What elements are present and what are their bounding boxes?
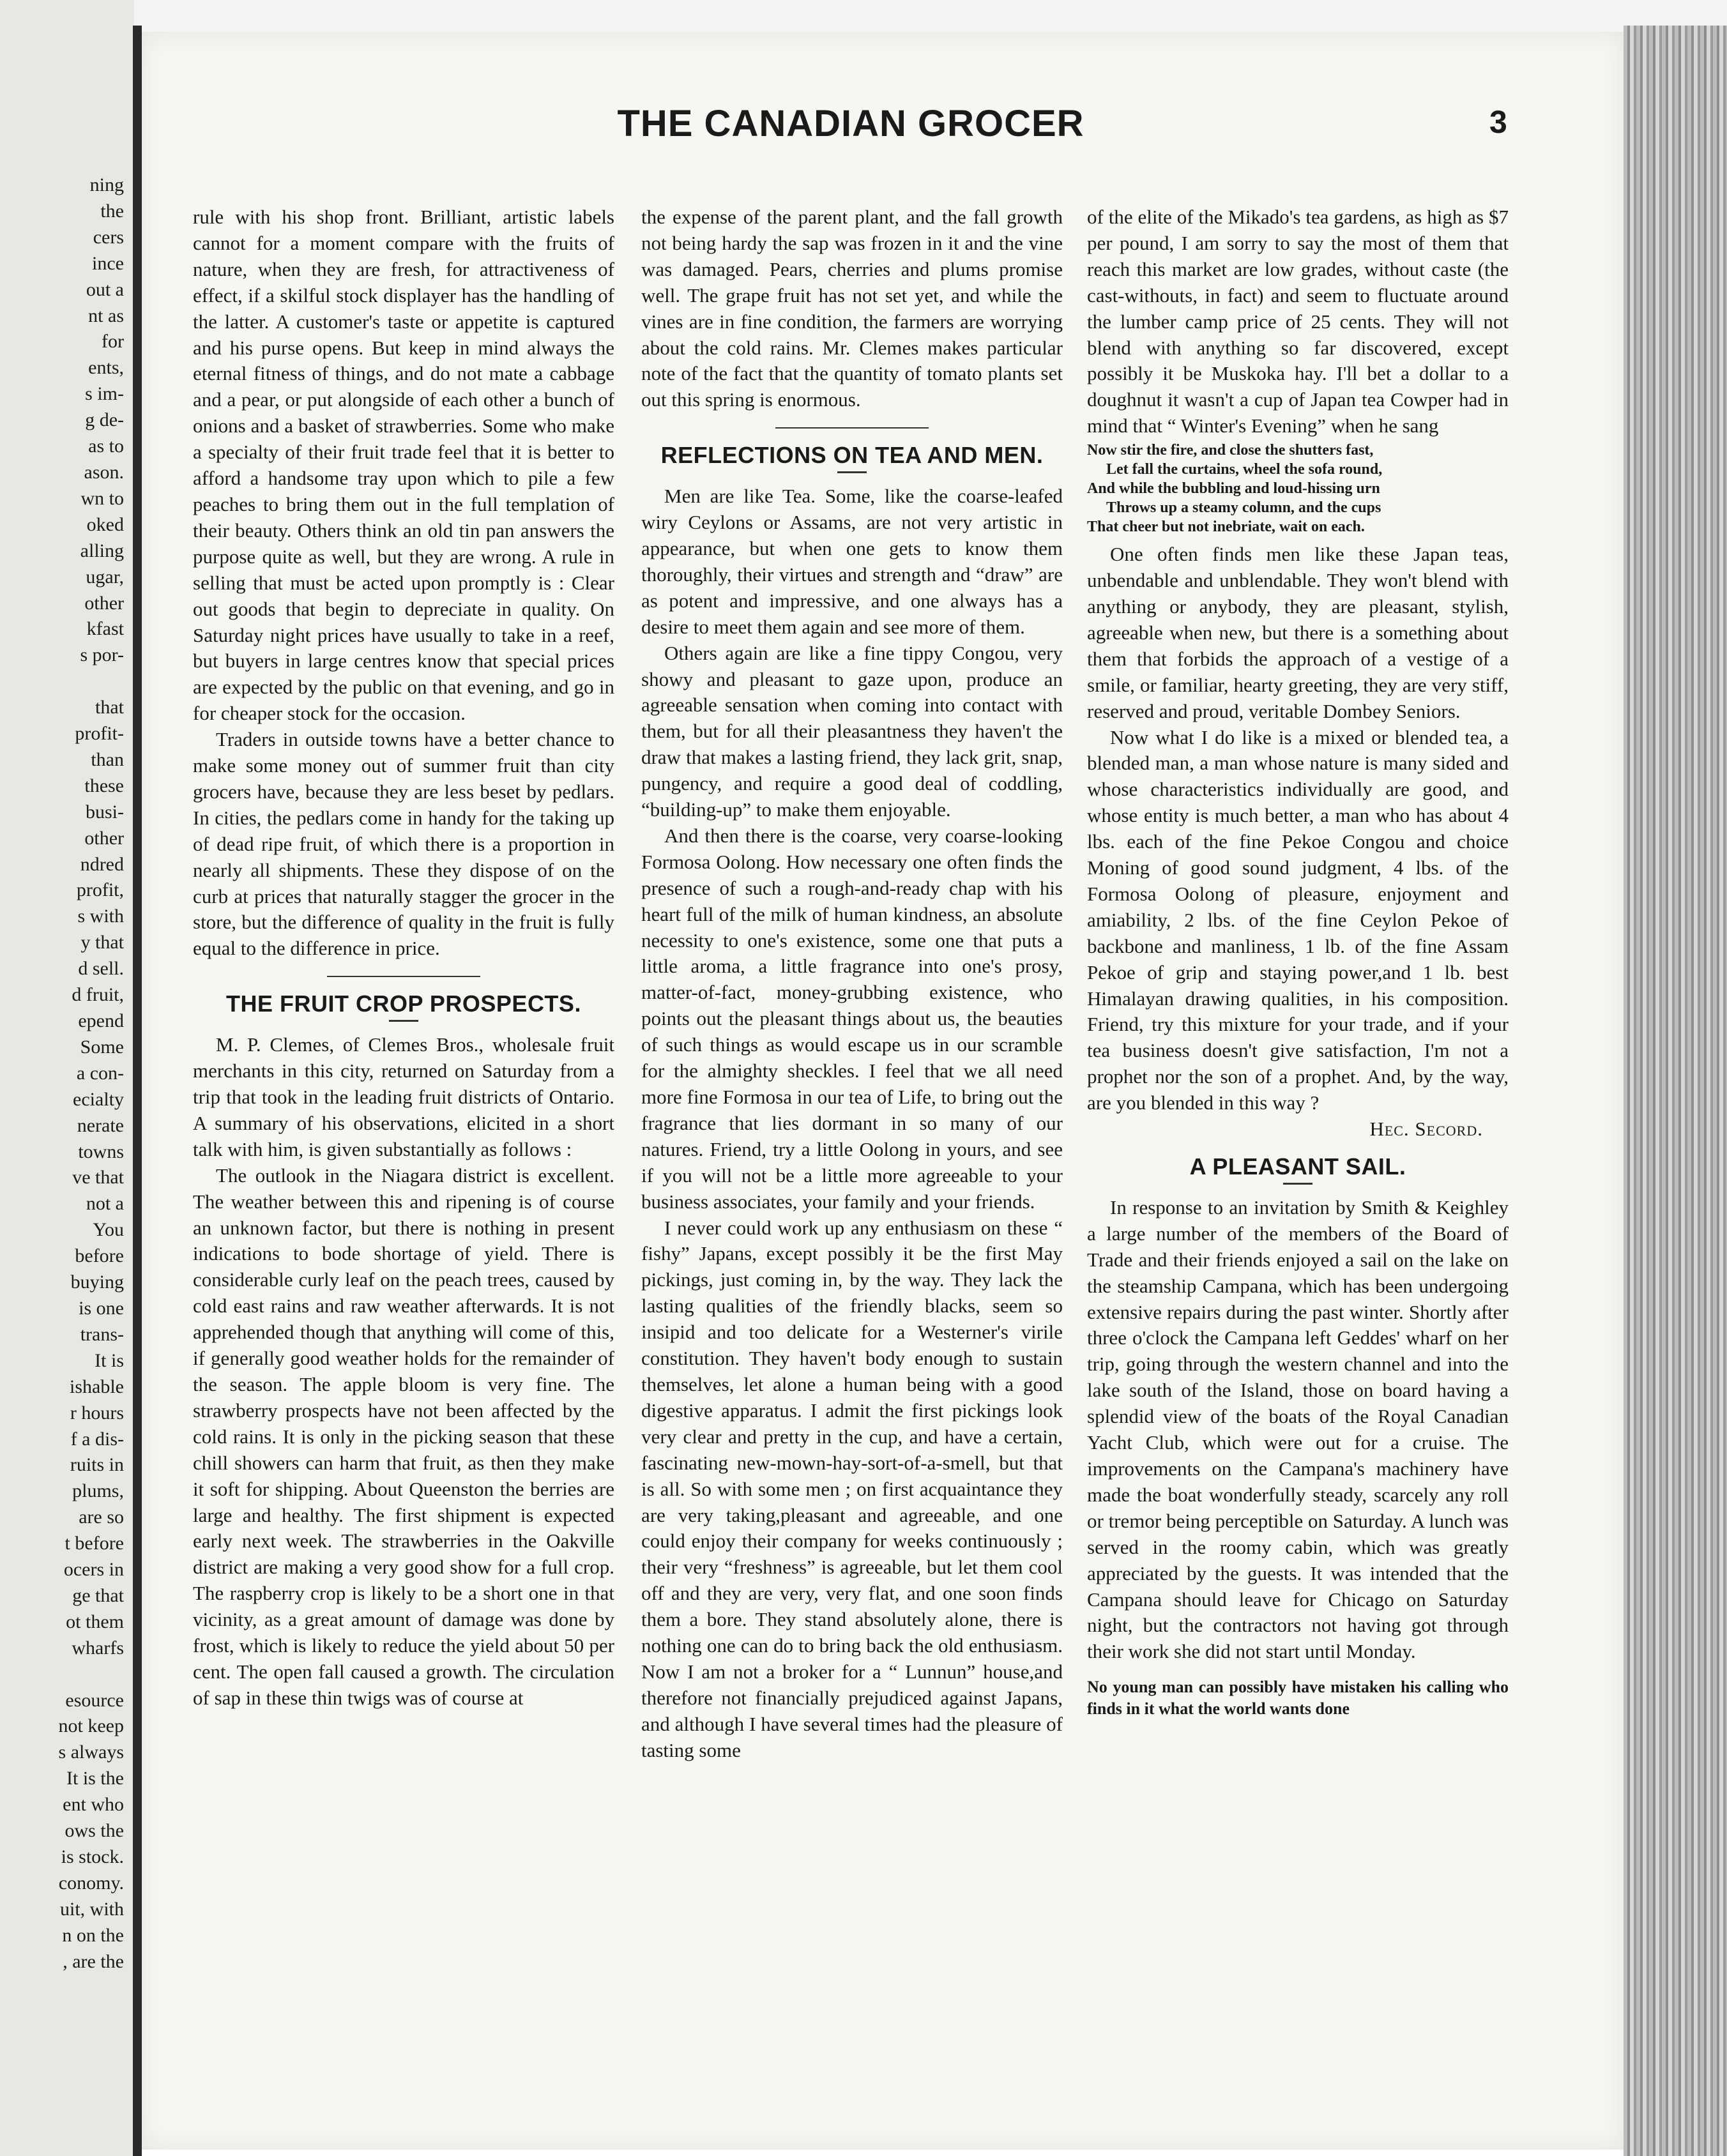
article-paragraph: In response to an invitation by Smith & Keighley a large number of the members of the Board of Trade and their friends enjoyed a sail on the lake on the steamship Campana, which has been undergoing extensive repairs during the past winter. Shortly after three o'clock the Campana left Geddes' wharf on her trip, going through the western channel and into the lake south of the Island, those on board having a splendid view of the boats of the Royal Canadian Yacht Club, which were out for a cruise. The improvements on the Campana's machinery have made the boat wonderfully steady, scarcely any roll or tremor being perceptible on Saturday. A lunch was served in the roomy cabin, which was greatly appreciated by the guests. It was intended that the Campana should leave for Chicago on Saturday night, but the contractors not having got through their work she did not start until Monday.	[1087, 1196, 1509, 1663]
poem-line: That cheer but not inebriate, wait on each.	[1087, 519, 1365, 536]
left-page-fragment-line: g de-	[85, 409, 124, 431]
left-page-fragment-line: ot them	[66, 1611, 124, 1632]
left-page-fragment-line: s with	[77, 906, 124, 927]
page-number: 3	[1489, 104, 1507, 140]
poem-line: Throws up a steamy column, and the cups	[1106, 499, 1381, 517]
section-divider	[775, 427, 929, 429]
left-page-fragment-line: busi-	[86, 801, 124, 823]
left-page-fragment-line: than	[91, 748, 124, 770]
heading-dash	[837, 471, 867, 473]
article-paragraph: I never could work up any enthusiasm on these “ fishy” Japans, except possibly it be the first May pickings, just coming in, by the way. They lack the lasting qualities of the friendly blacks, seem so insipid and too delicate for a Westerner's virile constitution. They haven't body enough to sustain themselves, let alone a human being with a good digestive apparatus. I admit the first pickings look very clear and pretty in the cup, and have a certain, fascinating new-mown-hay-sort-of-a-smell, but that is all. So with some men ; on first acquaintance they are very taking,pleasant and agreeable, and one could enjoy their company for weeks continuously ; their very “freshness” is agreeable, but let them cool off and they are very, very flat, and one soon finds them a bore. They stand absolutely alone, there is nothing one can do to bring back the old enthusiasm. Now I am not a broker for a “ Lunnun” house,and therefore not financially prejudiced against Japans, and although I have several times had the pleasure of tasting some	[641, 1216, 1063, 1761]
left-page-fragment-line: Some	[80, 1036, 124, 1058]
left-page-fragment-line: kfast	[86, 618, 124, 640]
left-page-fragment-line: plums,	[72, 1480, 124, 1502]
article-paragraph: of the elite of the Mikado's tea gardens, as high as $7 per pound, I am sorry to say the most of them that reach this market are low grades, without caste (the cast-withouts, in fact) and seem to fluctuate around the lumber camp price of 25 cents. They will not blend with anything so far discovered, except possibly it be Muskoka hay. I'll bet a dollar to a doughnut it wasn't a cup of Japan tea Cowper had in mind that “ Winter's Evening” when he sang	[1087, 206, 1509, 437]
left-page-fragment-line: trans-	[80, 1323, 124, 1345]
left-page-fragment-line: is one	[79, 1297, 124, 1319]
left-page-fragment-line: other	[84, 827, 124, 849]
binding-gutter	[133, 26, 142, 2156]
article-paragraph: Men are like Tea. Some, like the coarse-leafed wiry Ceylons or Assams, are not very artistic in appearance, but when one gets to know them thoroughly, their virtues and strength and “draw” are as potent and impressive, and one always has a desire to meet them again and see more of them.	[641, 485, 1063, 638]
left-page-fragment-line: is stock.	[61, 1846, 124, 1867]
filler-note: No young man can possibly have mistaken his calling who finds in it what the world wants done	[1087, 1678, 1509, 1719]
left-page-fragment-line: y that	[80, 932, 124, 953]
left-page-text	[3, 172, 124, 1975]
left-page-fragment-line: n on the	[62, 1924, 124, 1946]
left-page-fragment-line: ndred	[80, 853, 124, 875]
left-page-fragment-line: f a dis-	[70, 1428, 124, 1450]
left-page-fragment-line: You	[93, 1219, 124, 1241]
left-page-fragment-line: alling	[80, 540, 124, 561]
left-page-fragment-line: as to	[88, 436, 124, 457]
page-title: THE CANADIAN GROCER	[617, 103, 1084, 144]
left-page-fragment-line: these	[84, 775, 124, 796]
left-page-fragment-line: wn to	[80, 487, 124, 509]
left-page-fragment-line: t before	[65, 1533, 124, 1554]
left-page-fragment-line: ve that	[72, 1167, 124, 1188]
article-paragraph: Now what I do like is a mixed or blended tea, a blended man, a man whose nature is many sided and whose characteristics individually are good, and whose entity is much better, a man who has about 4 lbs. each of the fine Pekoe Congou and choice Moning of good sound judgment, 4 lbs. of the Formosa Oolong of pleasure, enjoyment and amiability, 2 lbs. of the fine Ceylon Pekoe of backbone and manliness, 1 lb. of the fine Assam Pekoe of grip and staying power,and 1 lb. best Himalayan drawing qualities, in his composition. Friend, try this mixture for your trade, and if your tea business doesn't give satisfaction, I'm not a prophet nor the son of a prophet. And, by the way, are you blended in this way ?	[1087, 725, 1509, 1114]
left-page-fragment-line: conomy.	[58, 1872, 124, 1894]
article-heading-tea-and-men: REFLECTIONS ON TEA AND MEN.	[660, 442, 1044, 469]
left-page-fragment-line: s im-	[85, 383, 124, 405]
left-page-fragment	[0, 0, 134, 2156]
article-heading-pleasant-sail: A PLEASANT SAIL.	[1189, 1153, 1406, 1180]
left-page-fragment-line: nerate	[77, 1114, 124, 1136]
left-page-fragment-line: epend	[78, 1010, 124, 1031]
left-page-fragment-line: r hours	[70, 1402, 124, 1423]
left-page-fragment-line: a con-	[76, 1062, 124, 1084]
left-page-fragment-line	[3, 669, 124, 695]
author-signature: Hec. Secord.	[1369, 1118, 1483, 1141]
poem-line: Now stir the fire, and close the shutters fast,	[1087, 442, 1374, 459]
article-paragraph: Traders in outside towns have a better chance to make some money out of summer fruit than city grocers have, because they are less beset by pedlars. In cities, the pedlars come in handy for the taking up of dead ripe fruit, of which there is a proportion in nearly all shipments. These they dispose of on the curb at prices that naturally stagger the grocer in the store, but the difference of quality in the fruit is fully equal to the difference in price.	[193, 728, 614, 960]
left-page-fragment-line: ruits in	[70, 1454, 124, 1476]
column-2	[641, 204, 1063, 1764]
left-page-fragment-line: ent who	[63, 1794, 124, 1816]
left-page-fragment-line: ows the	[65, 1820, 124, 1842]
left-page-fragment-line: for	[102, 331, 124, 353]
left-page-fragment-line: ocers in	[63, 1559, 124, 1581]
article-heading-fruit-crop: THE FRUIT CROP PROSPECTS.	[226, 991, 581, 1017]
article-paragraph: And then there is the coarse, very coarse-looking Formosa Oolong. How necessary one often finds the presence of such a rough-and-ready chap with his heart full of the milk of human kindness, an absolute necessity to one's existence, some one that puts a little aroma, a little fragrance into one's prosy, matter-of-fact, money-grubbing existence, who points out the pleasant things about us, the beauties of such things as would escape us in our scramble for the almighty sheckles. I feel that we all need more fine Formosa in our tea of Life, to bring out the fragrance that lies dormant in so many of our natures. Friend, try a little Oolong in yours, and see if you will not be a little more agreeable to your business associates, your family and your friends.	[641, 824, 1063, 1213]
left-page-fragment-line: ning	[89, 174, 124, 195]
article-paragraph: The outlook in the Niagara district is excellent. The weather between this and ripening is of course an unknown factor, but there is nothing in present indications to bode shortage of yield. There is considerable curly leaf on the peach trees, caused by cold east rains and raw weather afterwards. It is not apprehended though that anything will come of this, if generally good weather holds for the remainder of the season. The apple bloom is very fine. The strawberry prospects have not been affected by the cold rains. It is only in the picking season that these chill showers can harm that fruit, as then they make it soft for shipping. About Queenston the berries are large and healthy. The first shipment is expected early next week. The strawberries in the Oakville district are making a very good show for a full crop. The raspberry crop is likely to be a short one in that vicinity, as a great amount of damage was done by frost, which is likely to reduce the yield about 50 per cent. The open fall caused a growth. The circulation of sap in these thin twigs was of course at	[193, 1164, 614, 1709]
section-divider	[327, 976, 480, 977]
heading-dash	[389, 1020, 418, 1022]
left-page-fragment-line: not keep	[58, 1715, 124, 1737]
left-page-fragment-line: s always	[58, 1742, 124, 1763]
left-page-fragment-line: ishable	[70, 1376, 124, 1397]
article-paragraph: rule with his shop front. Brilliant, artistic labels cannot for a moment compare with the fruits of nature, when they are fresh, for attractiveness of effect, if a skilful stock displayer has the handling of the latter. A customer's taste or appetite is captured and his purse opens. But keep in mind always the eternal fitness of things, and do not mate a cabbage and a pear, or put alongside of each other a bunch of onions and a basket of strawberries. Some who make a specialty of their fruit trade feel that it is better to afford a handsome tray upon which to pile a few peaches to bring them out in the full templation of their beauty. Others think an old tin pan answers the purpose quite as well, but they are wrong. A rule in selling that must be acted upon promptly is : Clear out goods that begin to depreciate in quality. On Saturday night prices have usually to take in a reef, but buyers in large centres know that special prices are expected by the public on that evening, and go in for cheaper stock for the occasion.	[193, 206, 614, 725]
left-page-fragment-line: esource	[65, 1689, 124, 1711]
left-page-fragment-line: wharfs	[72, 1637, 124, 1659]
left-page-fragment-line: are so	[79, 1507, 124, 1528]
left-page-fragment-line: not a	[86, 1193, 124, 1215]
left-page-fragment-line: uit, with	[59, 1898, 124, 1920]
article-paragraph: M. P. Clemes, of Clemes Bros., wholesale fruit merchants in this city, returned on Saturday from a trip that took in the leading fruit districts of Ontario. A summary of his observations, elicited in a short talk with him, is given substantially as follows :	[193, 1033, 614, 1160]
article-paragraph: One often finds men like these Japan teas, unbendable and unblendable. They won't blend with anything or anybody, they are pleasant, stylish, agreeable when new, but there is a something about them that forbids the approach of a vestige of a smile, or familiar, hearty greeting, they are very stiff, reserved and proud, veritable Dombey Seniors.	[1087, 543, 1509, 722]
poem-line: Let fall the curtains, wheel the sofa round,	[1106, 461, 1383, 478]
left-page-fragment-line: d fruit,	[72, 984, 124, 1006]
left-page-fragment-line: oked	[86, 513, 124, 535]
article-paragraph: the expense of the parent plant, and the fall growth not being hardy the sap was frozen in it and the vine was damaged. Pears, cherries and plums promise well. The grape fruit has not set yet, and while the vines are in fine condition, the farmers are worrying about the cold rains. Mr. Clemes makes particular note of the fact that the quantity of tomato plants set out this spring is enormous.	[641, 206, 1063, 411]
left-page-fragment-line: that	[95, 697, 124, 718]
left-page-fragment-line: ents,	[88, 357, 124, 379]
left-page-fragment-line: profit,	[76, 879, 124, 901]
newspaper-page	[142, 32, 1624, 2150]
left-page-fragment-line: buying	[70, 1272, 124, 1293]
left-page-fragment-line: profit-	[75, 723, 124, 745]
left-page-fragment-line: s por-	[80, 644, 124, 666]
left-page-fragment-line: d sell.	[78, 958, 124, 980]
left-page-fragment-line: the	[100, 200, 124, 222]
left-page-fragment-line: It is the	[66, 1768, 124, 1789]
poem-quote	[1087, 441, 1509, 536]
left-page-fragment-line: It is	[95, 1349, 124, 1371]
left-page-fragment-line	[3, 1662, 124, 1688]
left-page-fragment-line: other	[84, 592, 124, 614]
left-page-fragment-line: towns	[78, 1141, 124, 1162]
left-page-fragment-line: nt as	[88, 305, 124, 326]
left-page-fragment-line: ge that	[72, 1584, 124, 1606]
column-3	[1087, 204, 1509, 1720]
left-page-fragment-line: ecialty	[73, 1088, 124, 1110]
left-page-fragment-line: ugar,	[86, 566, 124, 588]
column-1	[193, 204, 614, 1712]
left-page-fragment-line: out a	[86, 278, 124, 300]
left-page-fragment-line: before	[75, 1245, 124, 1267]
left-page-fragment-line: cers	[93, 226, 124, 248]
left-page-fragment-line: ason.	[84, 461, 124, 483]
left-page-fragment-line: , are the	[63, 1950, 124, 1972]
heading-dash	[1283, 1183, 1312, 1185]
article-paragraph: Others again are like a fine tippy Congou, very showy and pleasant to gaze upon, produce an agreeable sensation when coming into contact with them, but for all their pleasantness they haven't the draw that makes a lasting friend, they lack grit, snap, pungency, and require a good deal of coddling, “building-up” to make them enjoyable.	[641, 641, 1063, 821]
left-page-fragment-line: ince	[92, 252, 124, 274]
page-stack-edge	[1624, 26, 1727, 2156]
poem-line: And while the bubbling and loud-hissing urn	[1087, 480, 1380, 497]
